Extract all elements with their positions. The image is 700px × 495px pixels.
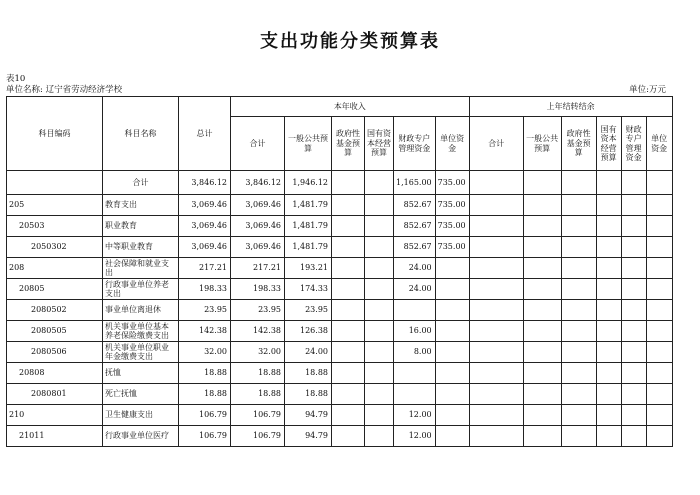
cell-c-unit xyxy=(435,342,469,363)
cell-c-general: 94.79 xyxy=(285,426,332,447)
cell-c-total: 3,069.46 xyxy=(231,237,285,258)
cell-last-year xyxy=(621,363,646,384)
cell-c-fiscal: 16.00 xyxy=(394,321,436,342)
cell-code: 20805 xyxy=(7,279,103,300)
cell-c-unit xyxy=(435,405,469,426)
cell-c-general: 94.79 xyxy=(285,405,332,426)
cell-c-state xyxy=(365,195,394,216)
cell-last-year xyxy=(561,300,596,321)
cell-last-year xyxy=(469,363,523,384)
table-row xyxy=(7,363,673,384)
cell-last-year xyxy=(646,237,672,258)
cell-last-year xyxy=(621,195,646,216)
cell-code: 2080506 xyxy=(7,342,103,363)
cell-last-year xyxy=(621,426,646,447)
cell-last-year xyxy=(523,237,561,258)
cell-total: 18.88 xyxy=(179,384,231,405)
cell-c-general: 1,481.79 xyxy=(285,237,332,258)
cell-last-year xyxy=(596,171,621,195)
cell-last-year xyxy=(523,300,561,321)
cell-name: 中等职业教育 xyxy=(103,237,179,258)
header-sub-fiscal: 财政专户管理资金 xyxy=(394,117,436,171)
cell-c-state xyxy=(365,171,394,195)
cell-last-year xyxy=(646,342,672,363)
cell-name: 社会保障和就业支出 xyxy=(103,258,179,279)
cell-last-year xyxy=(561,426,596,447)
cell-last-year xyxy=(621,405,646,426)
cell-c-total: 23.95 xyxy=(231,300,285,321)
cell-last-year xyxy=(646,405,672,426)
cell-last-year xyxy=(596,258,621,279)
cell-c-fund xyxy=(332,258,365,279)
cell-c-fiscal: 852.67 xyxy=(394,195,436,216)
cell-c-total: 18.88 xyxy=(231,384,285,405)
cell-c-unit xyxy=(435,279,469,300)
cell-last-year xyxy=(621,384,646,405)
header-sub-state: 国有资本经营预算 xyxy=(365,117,394,171)
cell-last-year xyxy=(646,384,672,405)
cell-last-year xyxy=(469,258,523,279)
cell-name: 抚恤 xyxy=(103,363,179,384)
cell-last-year xyxy=(621,279,646,300)
cell-c-fiscal: 852.67 xyxy=(394,216,436,237)
cell-code: 2080502 xyxy=(7,300,103,321)
cell-c-state xyxy=(365,279,394,300)
cell-c-general: 1,481.79 xyxy=(285,195,332,216)
table-row xyxy=(7,258,673,279)
cell-c-fiscal: 12.00 xyxy=(394,405,436,426)
cell-last-year xyxy=(621,342,646,363)
cell-last-year xyxy=(561,321,596,342)
cell-c-fund xyxy=(332,426,365,447)
header-sub-general: 一般公共预算 xyxy=(285,117,332,171)
table-row xyxy=(7,195,673,216)
cell-last-year xyxy=(523,258,561,279)
cell-last-year xyxy=(523,384,561,405)
cell-last-year xyxy=(561,405,596,426)
cell-code: 21011 xyxy=(7,426,103,447)
table-row xyxy=(7,171,673,195)
cell-total: 3,069.46 xyxy=(179,216,231,237)
header-sub-unit: 单位资金 xyxy=(435,117,469,171)
cell-code: 2080801 xyxy=(7,384,103,405)
cell-last-year xyxy=(561,258,596,279)
cell-c-total: 3,069.46 xyxy=(231,216,285,237)
cell-last-year xyxy=(646,300,672,321)
cell-last-year xyxy=(523,321,561,342)
cell-c-fund xyxy=(332,195,365,216)
cell-code: 2080505 xyxy=(7,321,103,342)
cell-c-general: 174.33 xyxy=(285,279,332,300)
cell-last-year xyxy=(596,300,621,321)
cell-c-state xyxy=(365,384,394,405)
unit-name: 单位名称: 辽宁省劳动经济学校 xyxy=(6,85,123,95)
cell-last-year xyxy=(621,300,646,321)
cell-total: 198.33 xyxy=(179,279,231,300)
cell-c-general: 193.21 xyxy=(285,258,332,279)
cell-last-year xyxy=(621,171,646,195)
cell-c-general: 24.00 xyxy=(285,342,332,363)
cell-last-year xyxy=(596,405,621,426)
cell-last-year xyxy=(469,195,523,216)
cell-c-unit: 735.00 xyxy=(435,195,469,216)
header-last-year: 上年结转结余 xyxy=(469,97,672,117)
cell-c-total: 106.79 xyxy=(231,426,285,447)
cell-name: 卫生健康支出 xyxy=(103,405,179,426)
cell-c-total: 3,846.12 xyxy=(231,171,285,195)
cell-c-state xyxy=(365,258,394,279)
cell-last-year xyxy=(469,237,523,258)
cell-code: 20503 xyxy=(7,216,103,237)
cell-c-total: 106.79 xyxy=(231,405,285,426)
table-row xyxy=(7,237,673,258)
cell-c-unit: 735.00 xyxy=(435,237,469,258)
cell-last-year xyxy=(561,195,596,216)
table-row xyxy=(7,321,673,342)
cell-c-fiscal: 24.00 xyxy=(394,279,436,300)
cell-c-general: 1,946.12 xyxy=(285,171,332,195)
cell-c-fund xyxy=(332,342,365,363)
cell-last-year xyxy=(621,258,646,279)
budget-table xyxy=(6,96,673,447)
cell-name: 合计 xyxy=(103,171,179,195)
cell-c-fiscal: 12.00 xyxy=(394,426,436,447)
cell-c-state xyxy=(365,363,394,384)
cell-last-year xyxy=(469,279,523,300)
cell-c-fund xyxy=(332,321,365,342)
cell-c-general: 18.88 xyxy=(285,363,332,384)
cell-c-total: 217.21 xyxy=(231,258,285,279)
cell-last-year xyxy=(561,279,596,300)
cell-total: 142.38 xyxy=(179,321,231,342)
table-row xyxy=(7,384,673,405)
cell-last-year xyxy=(469,321,523,342)
cell-c-state xyxy=(365,321,394,342)
cell-last-year xyxy=(596,426,621,447)
cell-c-fiscal xyxy=(394,300,436,321)
cell-last-year xyxy=(646,216,672,237)
cell-c-unit xyxy=(435,258,469,279)
cell-name: 死亡抚恤 xyxy=(103,384,179,405)
header-last-unit: 单位资金 xyxy=(646,117,672,171)
cell-last-year xyxy=(523,195,561,216)
cell-name: 职业教育 xyxy=(103,216,179,237)
cell-last-year xyxy=(561,237,596,258)
cell-last-year xyxy=(523,426,561,447)
header-name: 科目名称 xyxy=(103,97,179,171)
cell-c-unit xyxy=(435,363,469,384)
cell-code: 210 xyxy=(7,405,103,426)
cell-code: 20808 xyxy=(7,363,103,384)
cell-total: 3,069.46 xyxy=(179,195,231,216)
cell-last-year xyxy=(596,279,621,300)
cell-last-year xyxy=(523,363,561,384)
cell-c-fiscal xyxy=(394,363,436,384)
cell-last-year xyxy=(561,342,596,363)
table-row xyxy=(7,300,673,321)
cell-c-total: 142.38 xyxy=(231,321,285,342)
cell-c-fiscal: 1,165.00 xyxy=(394,171,436,195)
table-row xyxy=(7,405,673,426)
cell-total: 217.21 xyxy=(179,258,231,279)
cell-total: 18.88 xyxy=(179,363,231,384)
cell-last-year xyxy=(469,426,523,447)
cell-c-fiscal: 852.67 xyxy=(394,237,436,258)
cell-name: 机关事业单位职业年金缴费支出 xyxy=(103,342,179,363)
header-last-general: 一般公共预算 xyxy=(523,117,561,171)
cell-name: 行政事业单位医疗 xyxy=(103,426,179,447)
table-row xyxy=(7,342,673,363)
cell-last-year xyxy=(646,321,672,342)
cell-c-fund xyxy=(332,363,365,384)
cell-last-year xyxy=(596,384,621,405)
cell-last-year xyxy=(596,237,621,258)
cell-c-fund xyxy=(332,405,365,426)
cell-c-state xyxy=(365,237,394,258)
cell-c-fund xyxy=(332,384,365,405)
cell-c-fiscal: 24.00 xyxy=(394,258,436,279)
table-row xyxy=(7,426,673,447)
cell-code xyxy=(7,171,103,195)
header-last-total: 合计 xyxy=(469,117,523,171)
cell-c-fund xyxy=(332,300,365,321)
cell-last-year xyxy=(596,195,621,216)
cell-total: 23.95 xyxy=(179,300,231,321)
header-last-fiscal: 财政专户管理资金 xyxy=(621,117,646,171)
cell-last-year xyxy=(523,405,561,426)
cell-name: 行政事业单位养老支出 xyxy=(103,279,179,300)
cell-last-year xyxy=(561,363,596,384)
cell-c-fund xyxy=(332,237,365,258)
cell-c-unit xyxy=(435,384,469,405)
header-total: 总计 xyxy=(179,97,231,171)
cell-last-year xyxy=(561,384,596,405)
table-number: 表10 xyxy=(6,74,26,84)
cell-c-fund xyxy=(332,171,365,195)
cell-last-year xyxy=(621,321,646,342)
cell-c-unit: 735.00 xyxy=(435,171,469,195)
cell-last-year xyxy=(523,171,561,195)
cell-last-year xyxy=(469,384,523,405)
cell-c-state xyxy=(365,216,394,237)
cell-total: 3,846.12 xyxy=(179,171,231,195)
cell-last-year xyxy=(596,363,621,384)
table-row xyxy=(7,216,673,237)
cell-c-general: 1,481.79 xyxy=(285,216,332,237)
cell-last-year xyxy=(621,216,646,237)
cell-c-general: 18.88 xyxy=(285,384,332,405)
cell-last-year xyxy=(469,405,523,426)
cell-last-year xyxy=(596,321,621,342)
cell-last-year xyxy=(523,216,561,237)
cell-c-fiscal xyxy=(394,384,436,405)
cell-c-state xyxy=(365,300,394,321)
cell-c-general: 126.38 xyxy=(285,321,332,342)
cell-total: 3,069.46 xyxy=(179,237,231,258)
cell-c-unit: 735.00 xyxy=(435,216,469,237)
cell-c-general: 23.95 xyxy=(285,300,332,321)
header-sub-fund: 政府性基金预算 xyxy=(332,117,365,171)
cell-c-unit xyxy=(435,321,469,342)
cell-last-year xyxy=(646,258,672,279)
cell-last-year xyxy=(561,171,596,195)
cell-last-year xyxy=(621,237,646,258)
cell-last-year xyxy=(469,300,523,321)
cell-code: 2050302 xyxy=(7,237,103,258)
cell-last-year xyxy=(596,216,621,237)
cell-c-fiscal: 8.00 xyxy=(394,342,436,363)
cell-last-year xyxy=(596,342,621,363)
cell-c-unit xyxy=(435,300,469,321)
cell-name: 教育支出 xyxy=(103,195,179,216)
cell-c-fund xyxy=(332,279,365,300)
cell-name: 事业单位离退休 xyxy=(103,300,179,321)
cell-last-year xyxy=(469,171,523,195)
page-title: 支出功能分类预算表 xyxy=(260,31,440,52)
cell-last-year xyxy=(646,426,672,447)
cell-name: 机关事业单位基本养老保险缴费支出 xyxy=(103,321,179,342)
header-last-state: 国有资本经营预算 xyxy=(596,117,621,171)
cell-last-year xyxy=(469,216,523,237)
header-last-fund: 政府性基金预算 xyxy=(561,117,596,171)
cell-c-state xyxy=(365,342,394,363)
header-code: 科目编码 xyxy=(7,97,103,171)
header-current-year: 本年收入 xyxy=(231,97,470,117)
cell-c-unit xyxy=(435,426,469,447)
cell-total: 106.79 xyxy=(179,426,231,447)
cell-last-year xyxy=(561,216,596,237)
cell-c-total: 18.88 xyxy=(231,363,285,384)
cell-c-fund xyxy=(332,216,365,237)
cell-code: 205 xyxy=(7,195,103,216)
cell-c-total: 32.00 xyxy=(231,342,285,363)
cell-last-year xyxy=(523,279,561,300)
cell-total: 32.00 xyxy=(179,342,231,363)
cell-last-year xyxy=(646,279,672,300)
header-sub-total: 合计 xyxy=(231,117,285,171)
cell-code: 208 xyxy=(7,258,103,279)
cell-c-total: 3,069.46 xyxy=(231,195,285,216)
cell-c-state xyxy=(365,405,394,426)
cell-last-year xyxy=(646,171,672,195)
currency-unit: 单位:万元 xyxy=(629,85,666,95)
cell-last-year xyxy=(523,342,561,363)
cell-c-total: 198.33 xyxy=(231,279,285,300)
cell-last-year xyxy=(646,195,672,216)
table-row xyxy=(7,279,673,300)
cell-c-state xyxy=(365,426,394,447)
cell-last-year xyxy=(646,363,672,384)
cell-last-year xyxy=(469,342,523,363)
cell-total: 106.79 xyxy=(179,405,231,426)
